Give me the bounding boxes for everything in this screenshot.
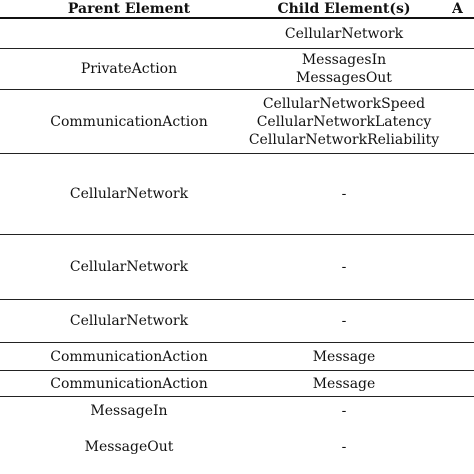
parent-element-header: Parent Element [67,0,191,17]
parent-cell-row-3: CommunicationAction [50,113,208,130]
row-divider-8 [0,396,474,397]
child-cell-row-10 [246,436,442,458]
child-cell-row-8-line-1: Message [312,375,376,392]
parent-cell-row-9: MessageIn [90,403,168,419]
child-cell-row-3-line-2: CellularNetworkLatency [256,113,432,130]
child-cell-row-2 [246,49,442,89]
child-cell-row-8 [246,371,442,396]
child-cell-row-10-line-1: - [341,439,347,455]
child-cell-row-6 [246,300,442,342]
parent-cell-row-10: MessageOut [84,439,174,455]
header-divider [0,17,474,19]
child-cell-row-3-line-3: CellularNetworkReliability [248,131,440,148]
child-cell-row-1 [246,20,442,48]
child-cell-row-9-line-1: - [341,403,347,419]
child-cell-row-4 [246,154,442,234]
child-cell-row-7-line-1: Message [312,348,376,365]
parent-cell-row-1 [0,20,258,48]
child-cell-row-5-line-1: - [341,259,347,275]
child-cell-row-2-line-2: MessagesOut [296,70,392,86]
child-cell-row-6-line-1: - [341,313,347,329]
child-cell-row-9 [246,400,442,422]
child-cell-row-7 [246,343,442,370]
child-cell-row-2-line-1: MessagesIn [301,52,387,68]
parent-cell-row-6: CellularNetwork [69,313,189,329]
child-cell-row-1-line-1: CellularNetwork [284,26,404,42]
child-cell-row-5 [246,235,442,299]
child-cell-row-3 [246,90,442,153]
parent-cell-row-2: PrivateAction [80,61,178,77]
parent-cell-row-5: CellularNetwork [69,259,189,275]
child-cell-row-3-line-1: CellularNetworkSpeed [262,95,426,112]
parent-cell-row-8: CommunicationAction [50,375,208,392]
child-elements-header: Child Element(s) [277,0,411,17]
parent-cell-row-7: CommunicationAction [50,348,208,365]
child-cell-row-4-line-1: - [341,186,347,202]
parent-cell-row-4: CellularNetwork [69,186,189,202]
third-column-header: A [452,0,463,17]
